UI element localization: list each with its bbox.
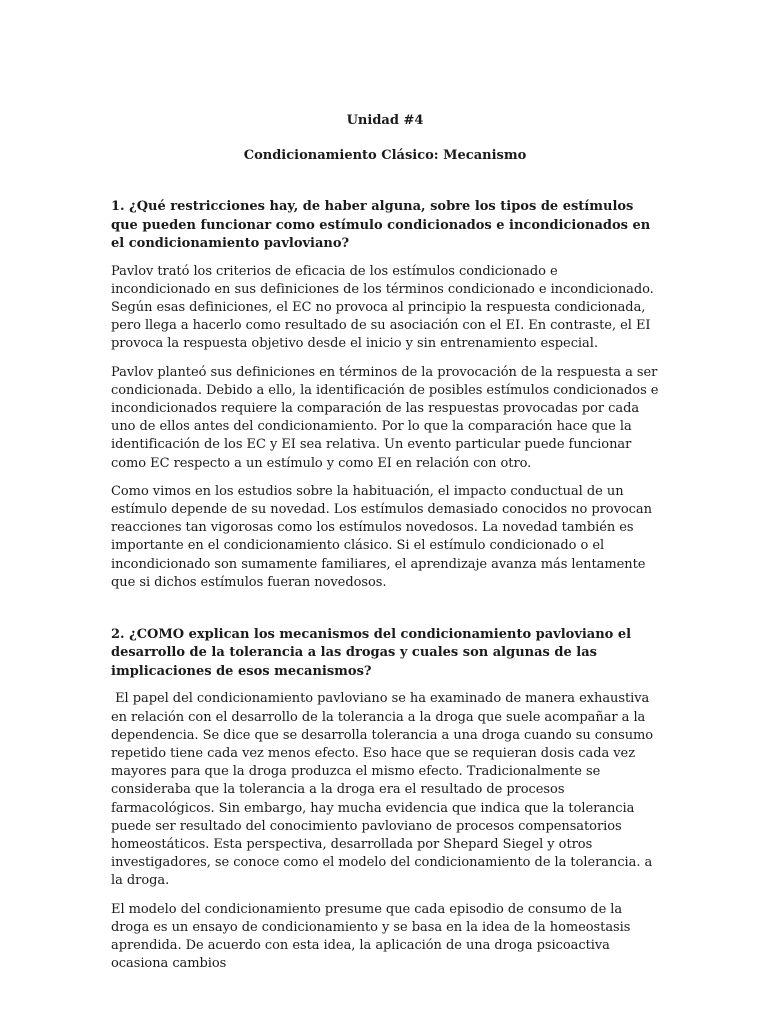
- section-1-paragraph-3: Como vimos en los estudios sobre la habituación, el impacto conductual de un estímulo depende de su novedad. Los estímulos demasiado conocidos no provocan reacciones tan vigorosas como los estímulos novedosos. La novedad también es importante en el condicionamiento clásico. Si el estímulo condicionado o el incondicionado son sumamente familiares, el aprendizaje avanza más lentamente que si dichos estímulos fueran novedosos.: [111, 483, 652, 590]
- section-1: [111, 198, 659, 592]
- section-2-paragraph-1: El papel del condicionamiento pavloviano se ha examinado de manera exhaustiva en relación con el desarrollo de la tolerancia a la droga que suele acompañar a la dependencia. Se dice que se desarrolla tolerancia a una droga cuando su consumo repetido tiene cada vez menos efecto. Eso hace que se requieran dosis cada vez mayores para que la droga produzca el mismo efecto. Tradicionalmente se consideraba que la tolerancia a la droga era el resultado de procesos farmacológicos. Sin embargo, hay mucha evidencia que indica que la tolerancia puede ser resultado del conocimiento pavloviano de procesos compensatorios homeostáticos. Esta perspectiva, desarrollada por Shepard Siegel y otros investigadores, se conoce como el modelo del condicionamiento de la tolerancia. a la droga.: [111, 691, 658, 889]
- section-1-paragraph-1: Pavlov trató los criterios de eficacia de los estímulos condicionado e incondicionado en sus definiciones de los términos condicionado e incondicionado. Según esas definiciones, el EC no provoca al principio la respuesta condicionada, pero llega a hacerlo como resultado de su asociación con el EI. En contraste, el EI provoca la respuesta objetivo desde el inicio y sin entrenamiento especial.: [111, 263, 654, 352]
- section-2-paragraph-2: El modelo del condicionamiento presume que cada episodio de consumo de la droga es un ensayo de condicionamiento y se basa en la idea de la homeostasis aprendida. De acuerdo con esta idea, la aplicación de una droga psicoactiva ocasiona cambios: [111, 901, 631, 972]
- section-gap: [111, 602, 659, 626]
- question-2: 2. ¿COMO explican los mecanismos del condicionamiento pavloviano el desarrollo de la tolerancia a las drogas y cuales son algunas de las implicaciones de esos mecanismos?: [111, 626, 632, 679]
- section-1-paragraph-2: Pavlov planteó sus definiciones en términos de la provocación de la respuesta a ser condicionada. Debido a ello, la identificación de posibles estímulos condicionados e incondicionados requiere la comparación de las respuestas provocadas por cada uno de ellos antes del condicionamiento. Por lo que la comparación hace que la identificación de los EC y EI sea relativa. Un evento particular puede funcionar como EC respecto a un estímulo y como EI en relación con otro.: [111, 364, 659, 471]
- question-1: 1. ¿Qué restricciones hay, de haber alguna, sobre los tipos de estímulos que pueden funcionar como estímulo condicionados e incondicionados en el condicionamiento pavloviano?: [111, 199, 651, 251]
- unit-title: Unidad #4: [346, 113, 424, 128]
- section-2: [111, 626, 659, 974]
- document-page: [111, 112, 659, 984]
- subject-title: Condicionamiento Clásico: Mecanismo: [243, 148, 527, 163]
